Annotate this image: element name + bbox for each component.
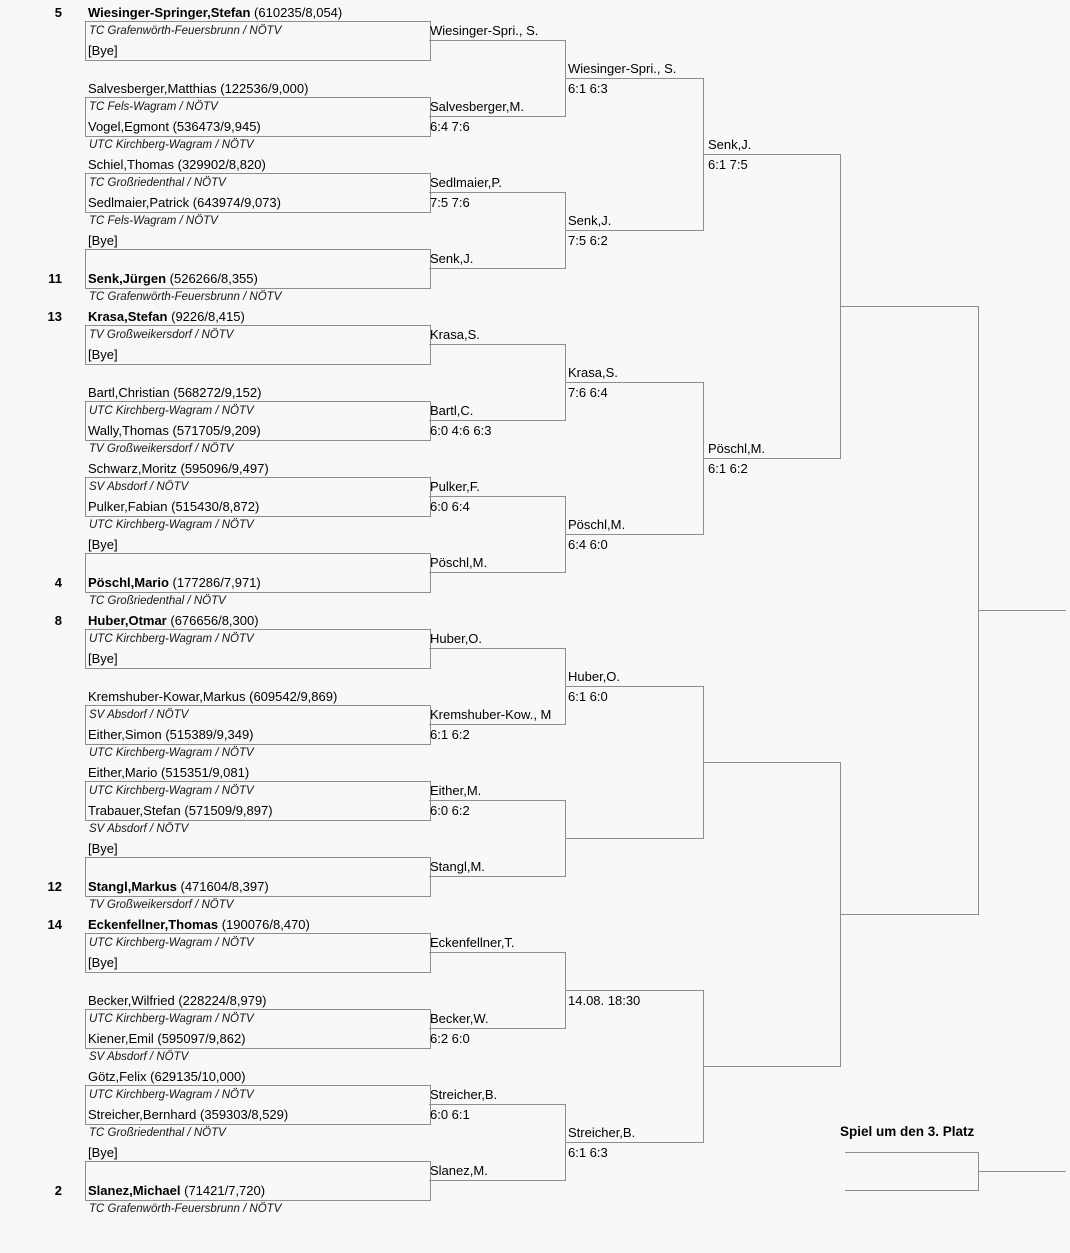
player-name-row [88,309,245,324]
winner-line [565,230,703,231]
bye-label: [Bye] [88,537,118,552]
winner-line [429,268,565,269]
player-rating: (536473/9,945) [172,119,261,134]
winner-line [840,914,978,915]
player-club: TV Großweikersdorf / NÖTV [89,329,234,341]
winner-name: Sedlmaier,P. [430,175,503,190]
player-club: TC Fels-Wagram / NÖTV [89,215,218,227]
player-club: UTC Kirchberg-Wagram / NÖTV [89,937,254,949]
bye-label: [Bye] [88,841,118,856]
player-club: UTC Kirchberg-Wagram / NÖTV [89,747,254,759]
player-name-row [88,765,249,780]
player-rating: (471604/8,397) [180,879,269,894]
winner-line [703,154,840,155]
player-club: UTC Kirchberg-Wagram / NÖTV [89,1013,254,1025]
winner-name: Krasa,S. [568,365,618,380]
player-name-row [88,613,259,628]
winner-line [429,116,565,117]
player-club: SV Absdorf / NÖTV [89,823,189,835]
bye-label: [Bye] [88,347,118,362]
player-club: UTC Kirchberg-Wagram / NÖTV [89,785,254,797]
winner-name: Slanez,M. [430,1163,488,1178]
player-name-row [88,271,258,286]
match-score: 6:1 6:3 [568,1145,608,1160]
match-score: 6:1 6:3 [568,81,608,96]
player-club: TC Großriedenthal / NÖTV [89,177,226,189]
player-name-row [88,879,269,894]
player-name-row [88,461,269,476]
player-club: TC Großriedenthal / NÖTV [89,1127,226,1139]
bye-label: [Bye] [88,233,118,248]
player-club: SV Absdorf / NÖTV [89,709,189,721]
player-name-row [88,689,337,704]
player-club: SV Absdorf / NÖTV [89,1051,189,1063]
match-score: 6:0 4:6 6:3 [430,423,492,438]
bye-label: [Bye] [88,651,118,666]
player-rating: (515351/9,081) [161,765,250,780]
seed-number: 14 [47,917,62,932]
player-name-row [88,1069,246,1084]
player-rating: (595096/9,497) [180,461,269,476]
match-score: 6:1 6:0 [568,689,608,704]
winner-name: Senk,J. [430,251,474,266]
match-score: 6:1 7:5 [708,157,748,172]
seed-number: 12 [47,879,62,894]
player-name: Huber,Otmar [88,613,167,628]
player-name-row [88,81,308,96]
player-name-row [88,157,266,172]
winner-line [429,800,565,801]
winner-name: Salvesberger,M. [430,99,524,114]
player-name-row [88,195,281,210]
winner-line [429,344,565,345]
player-name: Wiesinger-Springer,Stefan [88,5,251,20]
third-place-slot-line [845,1152,978,1153]
player-name-row [88,423,261,438]
winner-line [703,458,840,459]
match-score: 6:1 6:2 [708,461,748,476]
player-name: Schiel,Thomas [88,157,174,172]
winner-name: Streicher,B. [430,1087,498,1102]
player-name: Slanez,Michael [88,1183,181,1198]
player-rating: (359303/8,529) [200,1107,289,1122]
player-rating: (571705/9,209) [172,423,261,438]
match-score: 7:6 6:4 [568,385,608,400]
winner-name: Senk,J. [708,137,752,152]
player-rating: (9226/8,415) [171,309,245,324]
winner-line [429,724,565,725]
player-name: Either,Simon [88,727,162,742]
player-rating: (329902/8,820) [177,157,266,172]
winner-line [565,990,703,991]
winner-line [703,762,840,763]
match-score: 6:2 6:0 [430,1031,470,1046]
seed-number: 4 [54,575,62,590]
player-club: TC Grafenwörth-Feuersbrunn / NÖTV [89,25,282,37]
player-rating: (609542/9,869) [249,689,338,704]
player-name: Bartl,Christian [88,385,170,400]
player-name: Kiener,Emil [88,1031,154,1046]
player-club: TV Großweikersdorf / NÖTV [89,443,234,455]
player-name: Senk,Jürgen [88,271,167,286]
winner-name: Becker,W. [430,1011,489,1026]
player-club: UTC Kirchberg-Wagram / NÖTV [89,139,254,151]
player-name: Trabauer,Stefan [88,803,181,818]
player-rating: (643974/9,073) [192,195,281,210]
player-name-row [88,385,261,400]
player-rating: (568272/9,152) [173,385,262,400]
seed-number: 8 [54,613,62,628]
player-name: Salvesberger,Matthias [88,81,217,96]
winner-name: Huber,O. [430,631,483,646]
player-name: Vogel,Egmont [88,119,169,134]
winner-line [565,1142,703,1143]
winner-line [565,838,703,839]
match-score: 6:0 6:1 [430,1107,470,1122]
winner-name: Senk,J. [568,213,612,228]
player-name-row [88,119,261,134]
winner-name: Either,M. [430,783,482,798]
match-score: 6:0 6:2 [430,803,470,818]
match-schedule: 14.08. 18:30 [568,993,641,1008]
winner-name: Stangl,M. [430,859,485,874]
winner-line [429,1104,565,1105]
player-rating: (571509/9,897) [184,803,273,818]
player-rating: (71421/7,720) [184,1183,266,1198]
winner-name: Pöschl,M. [708,441,766,456]
winner-line [565,534,703,535]
bye-label: [Bye] [88,1145,118,1160]
player-name-row [88,5,342,20]
match-score: 6:4 6:0 [568,537,608,552]
player-rating: (595097/9,862) [157,1031,246,1046]
player-name: Götz,Felix [88,1069,147,1084]
player-name: Eckenfellner,Thomas [88,917,219,932]
seed-number: 5 [54,5,62,20]
player-name: Stangl,Markus [88,879,177,894]
match-score: 6:1 6:2 [430,727,470,742]
player-club: UTC Kirchberg-Wagram / NÖTV [89,519,254,531]
winner-line [429,1180,565,1181]
winner-name: Krasa,S. [430,327,480,342]
winner-line [429,496,565,497]
match-score: 6:0 6:4 [430,499,470,514]
winner-line [565,382,703,383]
winner-line [429,420,565,421]
player-rating: (629135/10,000) [150,1069,246,1084]
match-score: 7:5 7:6 [430,195,470,210]
player-name: Pöschl,Mario [88,575,169,590]
player-club: UTC Kirchberg-Wagram / NÖTV [89,405,254,417]
winner-line [703,1066,840,1067]
player-name-row [88,1107,288,1122]
player-name-row [88,993,267,1008]
seed-number: 11 [48,271,62,286]
player-club: TC Grafenwörth-Feuersbrunn / NÖTV [89,291,282,303]
player-name: Sedlmaier,Patrick [88,195,190,210]
player-rating: (228224/8,979) [178,993,267,1008]
player-club: UTC Kirchberg-Wagram / NÖTV [89,1089,254,1101]
winner-line [840,306,978,307]
winner-name: Bartl,C. [430,403,474,418]
player-rating: (515389/9,349) [165,727,254,742]
player-rating: (610235/8,054) [254,5,343,20]
player-name-row [88,575,261,590]
player-club: UTC Kirchberg-Wagram / NÖTV [89,633,254,645]
winner-name: Huber,O. [568,669,621,684]
player-name-row [88,1183,265,1198]
player-club: TC Grafenwörth-Feuersbrunn / NÖTV [89,1203,282,1215]
player-rating: (676656/8,300) [170,613,259,628]
player-name-row [88,727,254,742]
player-name-row [88,917,310,932]
player-club: TC Fels-Wagram / NÖTV [89,101,218,113]
player-name-row [88,803,273,818]
third-place-title: Spiel um den 3. Platz [840,1124,975,1139]
winner-name: Pöschl,M. [430,555,488,570]
player-name: Either,Mario [88,765,158,780]
player-name-row [88,1031,246,1046]
match-score: 7:5 6:2 [568,233,608,248]
winner-line [565,78,703,79]
bye-label: [Bye] [88,43,118,58]
third-place-slot-line [845,1190,978,1191]
winner-line [429,648,565,649]
player-club: TV Großweikersdorf / NÖTV [89,899,234,911]
player-rating: (526266/8,355) [169,271,258,286]
winner-line [429,572,565,573]
bye-label: [Bye] [88,955,118,970]
player-club: TC Großriedenthal / NÖTV [89,595,226,607]
player-rating: (190076/8,470) [221,917,310,932]
seed-number: 2 [54,1183,62,1198]
player-name-row [88,499,259,514]
winner-line [429,40,565,41]
winner-name: Wiesinger-Spri., S. [568,61,677,76]
player-rating: (177286/7,971) [172,575,261,590]
winner-line [978,610,1066,611]
winner-name: Streicher,B. [568,1125,636,1140]
player-name: Wally,Thomas [88,423,169,438]
winner-name: Kremshuber-Kow., M [430,707,552,722]
player-name: Kremshuber-Kowar,Markus [88,689,246,704]
winner-line [429,952,565,953]
player-name: Schwarz,Moritz [88,461,177,476]
winner-line [429,876,565,877]
player-club: SV Absdorf / NÖTV [89,481,189,493]
winner-name: Eckenfellner,T. [430,935,515,950]
player-rating: (122536/9,000) [220,81,309,96]
player-name: Pulker,Fabian [88,499,168,514]
player-name: Krasa,Stefan [88,309,168,324]
player-name: Becker,Wilfried [88,993,175,1008]
winner-line [429,1028,565,1029]
winner-name: Wiesinger-Spri., S. [430,23,539,38]
player-rating: (515430/8,872) [171,499,260,514]
winner-line [429,192,565,193]
seed-number: 13 [47,309,62,324]
player-name: Streicher,Bernhard [88,1107,197,1122]
match-score: 6:4 7:6 [430,119,470,134]
winner-line [565,686,703,687]
winner-line [978,1171,1066,1172]
winner-name: Pöschl,M. [568,517,626,532]
winner-name: Pulker,F. [430,479,480,494]
